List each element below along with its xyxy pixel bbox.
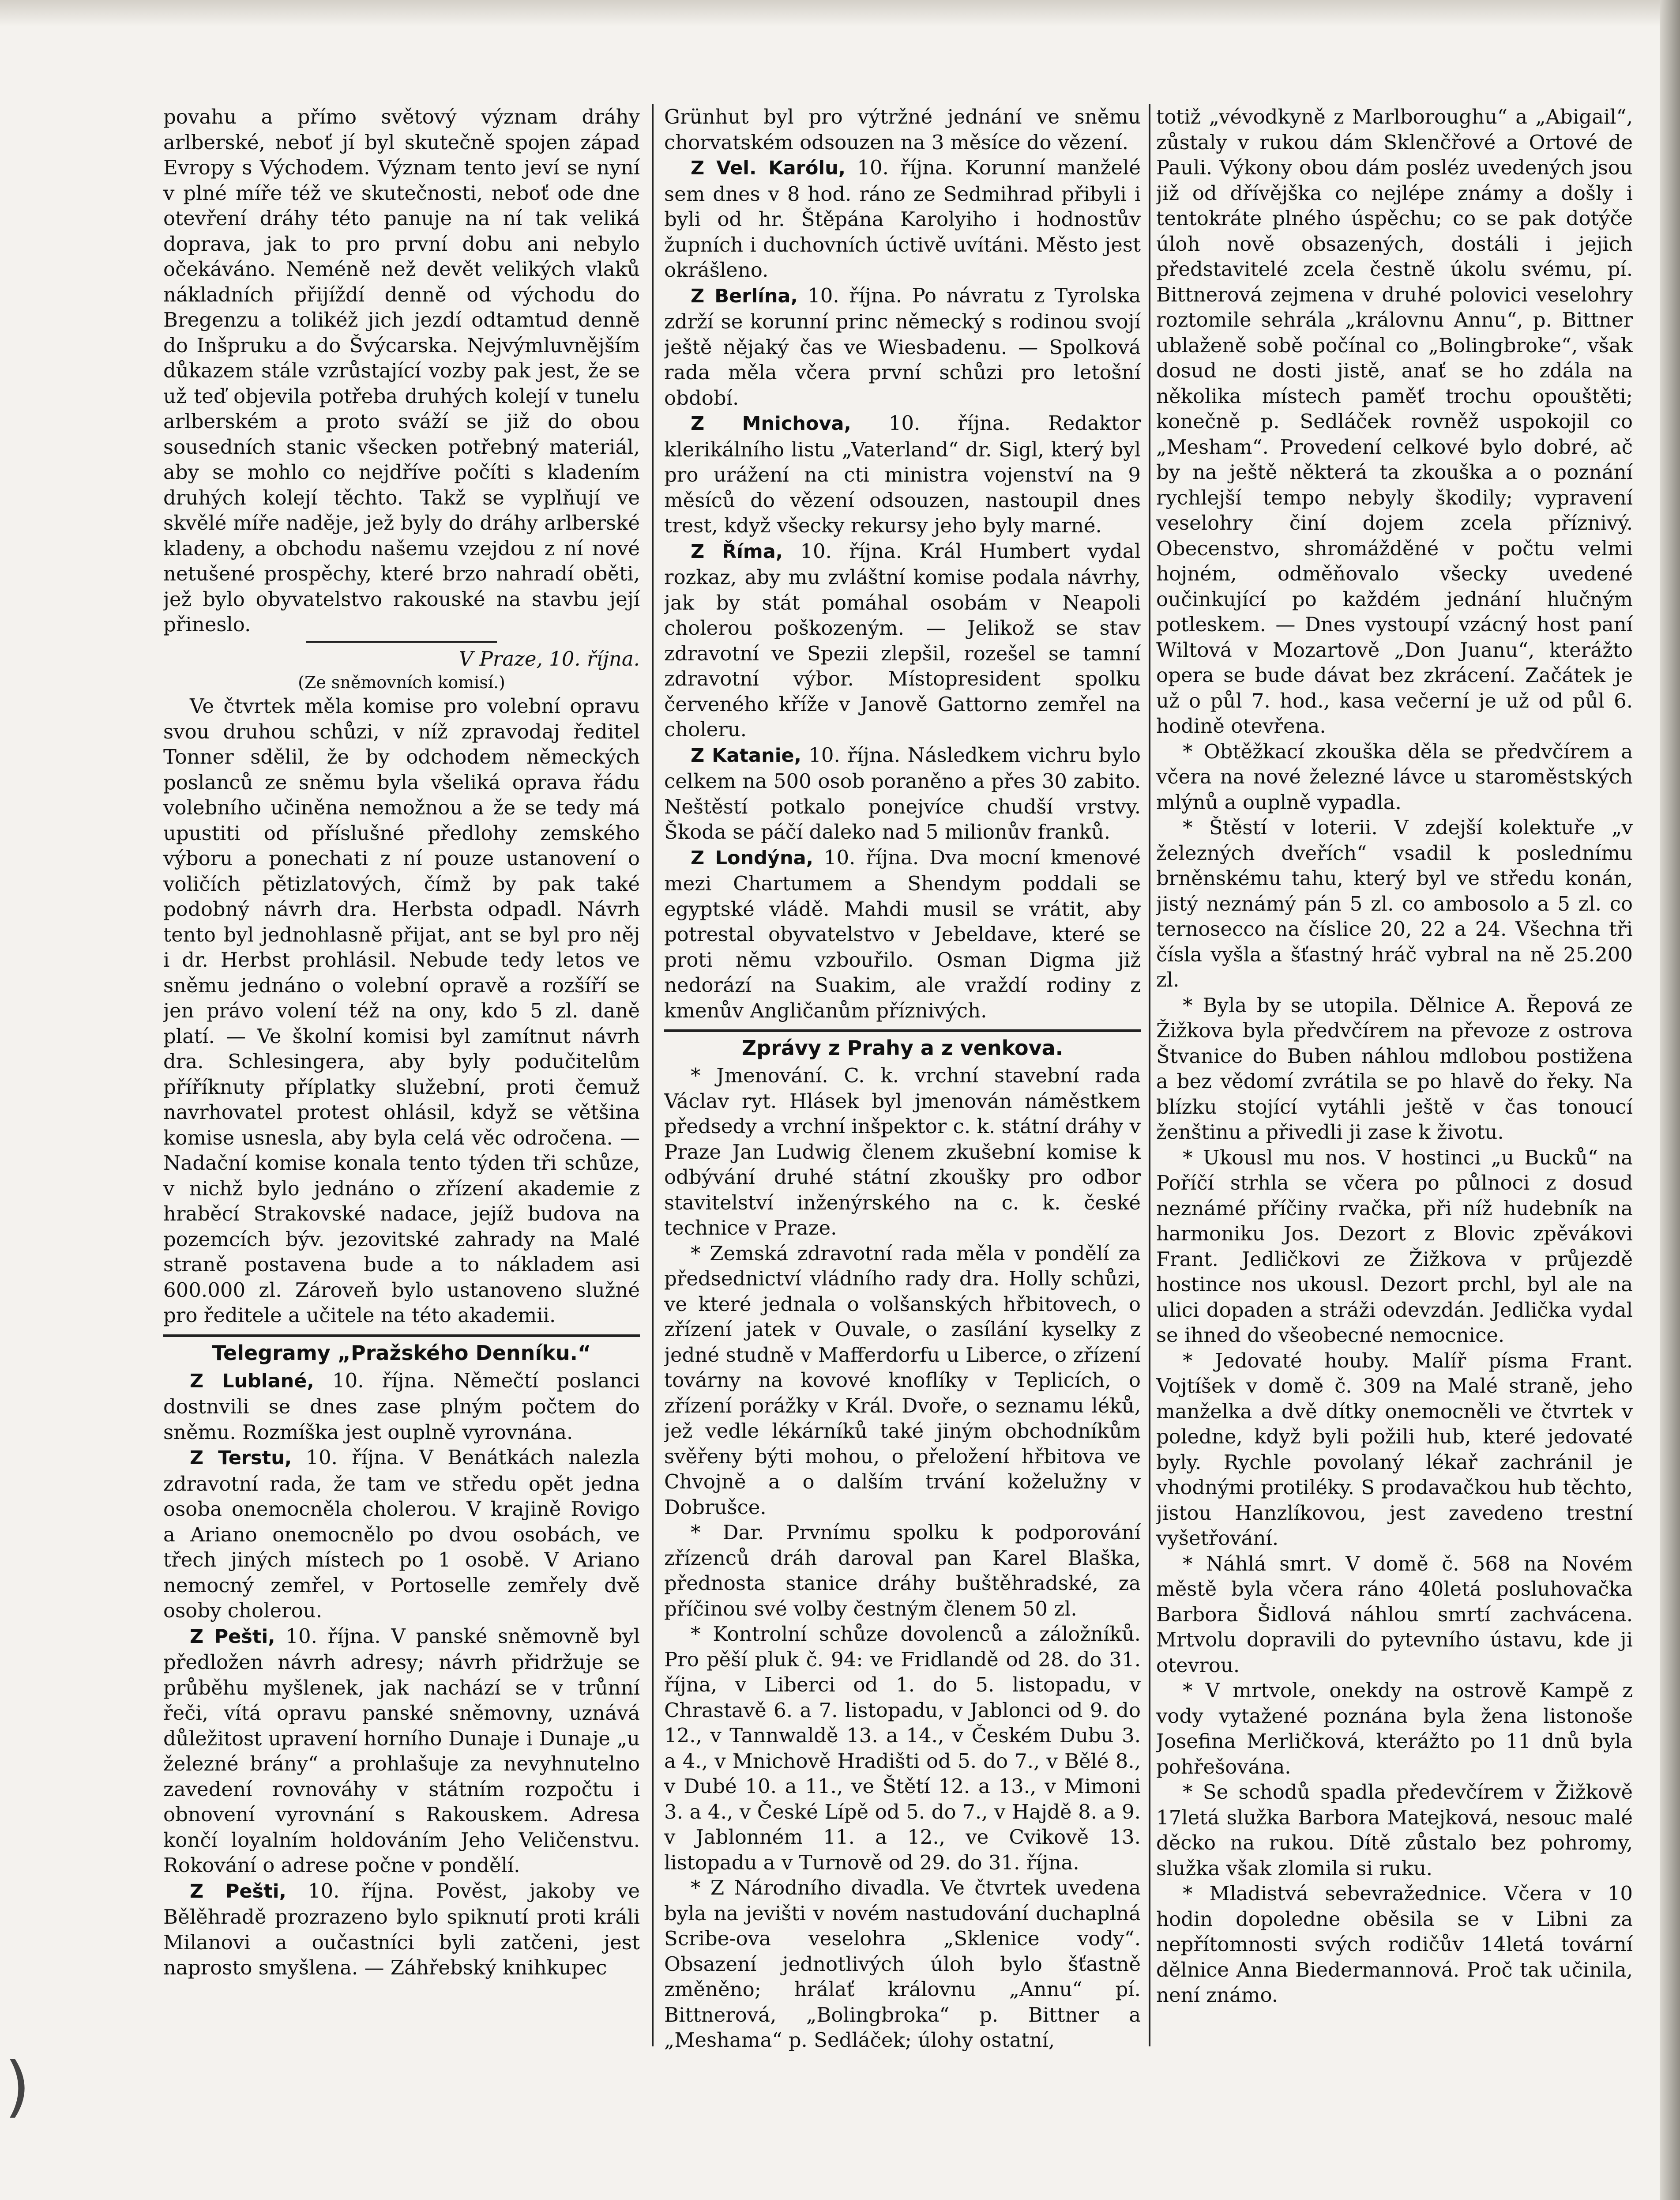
telegram-place: Z Katanie, <box>691 744 801 767</box>
news-item: * Z Národního divadla. Ve čtvrtek uvedena byla na jevišti v novém nastudování duchaplná Scribe-ova veselohra „Sklenice vody“. Obsazení jednotlivých úloh bylo šťastně změněno; hrálať královnu „Annu“ pí. Bittnerová, „Bolingbroka“ p. Bittner a „Meshama“ p. Sedláček; úlohy ostatní, <box>664 1876 1141 2052</box>
telegram-item <box>664 539 1141 742</box>
news-item: * Ukousl mu nos. V hostinci „u Bucků“ na Poříčí strhla se včera po půlnoci z dosud neznámé příčiny rvačka, při níž hudebník na harmoniku Jos. Dezort z Blovic zpěvákovi Frant. Jedličkovi ze Žižkova v průjezdě hostince nos ukousl. Dezort prchl, byl ale na ulici dopaden a stráži odevzdán. Jedlička vydal se ihned do všeobecné nemocnice. <box>1156 1145 1633 1347</box>
news-item: * Štěstí v loterii. V zdejší kolektuře „v železných dveřích“ vsadil k poslednímu brněnskému tahu, který byl ve středu konán, jistý neznámý pán 5 zl. co ambosolo a 5 zl. co ternosecco na číslice 20, 22 a 24. Všechna tři čísla vyšla a šťastný hráč vybral na ně 25.200 zl. <box>1156 816 1633 991</box>
telegram-text: 10. října. Pověst, jakoby ve Bělěhradě prozrazeno bylo spiknutí proti králi Milanovi a oučastníci byli zatčeni, jest naprosto smyšlena. — Záhřebský knihkupec <box>163 1879 640 1979</box>
scan-right-edge <box>1660 0 1680 2200</box>
column-rule <box>1149 104 1150 2046</box>
column-rule <box>652 104 654 2046</box>
telegram-text: 10. října. Dva mocní kmenové mezi Chartumem a Shendym poddali se egyptské vládě. Mahdi musil se vrátit, aby potrestal obyvatelstvo v Jebeldave, které se proti němu vzbouřilo. Osman Digma již nedorází na Suakim, ale vraždí rodiny z kmenův Angličanům příznivých. <box>664 845 1141 1022</box>
separator <box>163 1334 640 1337</box>
telegram-item <box>664 845 1141 1024</box>
telegram-item <box>163 1878 640 1981</box>
news-continuation: totiž „vévodkyně z Marlboroughu“ a „Abigail“, zůstaly v rukou dám Sklenčřové a Ortové de Pauli. Výkony obou dám posléz uvedených jsou již od dřívějška co nejlépe známy a došly i tentokráte plného úspěchu; co se pak dotýče úloh nově obsazených, dostáli i jejich představitelé zcela čestně úkolu svému, pí. Bittnerová zejmena v druhé polovici veselohry roztomile sehrála „královnu Annu“, p. Bittner ublaženě sobě počínal co „Bolingbroke“, však dosud ne dosti jistě, anať se ho zdála na několika místech paměť trochu opouštěti; konečně p. Sedláček rovněž uspokojil co „Mesham“. Provedení celkové bylo dobré, ač by na ještě některá ta zkouška a o poznání rychlejší tempo nebyly škodily; vypravení veselohry činí dojem zcela příznivý. Obecenstvo, shromážděné v počtu velmi hojném, odměňovalo všecky uvedené oučinkující po každém jednání hlučným potleskem. — Dnes vystoupí vzácný host paní Wiltová v Mozartově „Don Juanu“, kterážto opera se bude dávat bez zkrácení. Začátek je už o půl 7. hod., kasa večerní je už od půl 6. hodině otevřena. <box>1156 105 1633 738</box>
news-item: * Jmenování. C. k. vrchní stavební rada Václav ryt. Hlásek byl jmenován náměstkem předsedy a vrchní inšpektor c. k. státní dráhy v Praze Jan Ludwig členem zkušební komise k odbývání druhé státní zkoušky pro odbor stavitelství inženýrského na c. k. české technice v Praze. <box>664 1064 1141 1239</box>
telegram-item <box>664 155 1141 283</box>
separator <box>306 641 497 643</box>
article-arlberg: povahu a přímo světový význam dráhy arlberské, neboť jí byl skutečně spojen západ Evropy s Východem. Význam tento jeví se nyní v plné míře též ve skutečnosti, neboť ode dne otevření dráhy této panuje na ní tak veliká doprava, jak to pro první dobu ani nebylo očekáváno. Neméně než devět velikých vlaků nákladních přijíždí denně od východu do Bregenzu a tolikéž jich jezdí odtamtud denně do Inšpruku a do Švýcarska. Nejvýmluvnějším důkazem stále vzrůstající vozby pak jest, že se už teď objevila potřeba druhých kolejí v tunelu arlberském a proto sváží se již do obou sousedních stanic všecken potřebný materiál, aby se mohlo co nejdříve počíti s kladením druhých kolejí těchto. Takž se vyplňují ve skvělé míře naděje, jež byly do dráhy arlberské kladeny, a obchodu našemu vzejdou z ní nové netušené prospěchy, které brzo nahradí oběti, jež bylo obyvatelstvo rakouské na stavbu její přineslo. <box>163 105 640 636</box>
scan-top-shadow <box>0 0 1680 26</box>
section-title: Zprávy z Prahy a z venkova. <box>741 1036 1064 1060</box>
dateline: V Praze, 10. října. <box>459 647 640 671</box>
page-fold-mark-icon: ) <box>4 2048 30 2125</box>
telegram-text: 10. října. Po návratu z Tyrolska zdrží se korunní princ německý s rodinou svojí ještě nějaký čas ve Wiesbadenu. — Spolková rada měla včera první schůzi pro letošní období. <box>664 283 1141 410</box>
telegram-text: 10. října. Následkem vichru bylo celkem na 500 osob poraněno a přes 30 zabito. Neštěstí potkalo ponejvíce chudší vrstvy. Škoda se páčí daleko nad 5 milionův franků. <box>664 743 1141 844</box>
telegram-text: 10. října. Němečtí poslanci dostnvili se dnes zase plným počtem do sněmu. Rozmíška jest ouplně vyrovnána. <box>163 1368 640 1444</box>
telegram-item <box>163 1445 640 1624</box>
telegram-continuation: Grünhut byl pro výtržné jednání ve sněmu chorvatském odsouzen na 3 měsíce do vězení. <box>664 105 1141 154</box>
news-item: * V mrtvole, onekdy na ostrově Kampě z vody vytažené poznána byla žena listonoše Josefina Merličková, kterážto po 11 dnů byla pohřešována. <box>1156 1679 1633 1778</box>
separator <box>664 1029 1141 1032</box>
telegram-text: 10. října. Korunní manželé sem dnes v 8 hod. ráno ze Sedmihrad přibyli i byli od hr. Štěpána Karolyiho i hodnostův župních i duchovních úctivě uvítáni. Město jest okrášleno. <box>664 156 1141 282</box>
telegram-text: 10. října. Král Humbert vydal rozkaz, aby mu zvláštní komise podala návrhy, jak by stát pomáhal osobám v Neapoli cholerou poškozeným. — Jelikož se stav zdravotní ve Spezii zlepšil, rozešel se tamní zdravotní výbor. Místopresident spolku červeného kříže v Janově Gattorno zemřel na choleru. <box>664 539 1141 741</box>
news-item: * Obtěžkací zkouška děla se předvčírem a včera na nové železné lávce u staroměstských mlýnů a ouplně vypadla. <box>1156 739 1633 814</box>
telegram-place: Z Vel. Karólu, <box>691 157 846 179</box>
news-item: * Jedovaté houby. Malíř písma Frant. Vojtíšek v domě č. 309 na Malé straně, jeho manželka a dvě dítky onemocněli ve čtvrtek v poledne, když byli požili hub, které jedovaté byly. Rychle povolaný lékař zachránil je vhodnými protiléky. S prodavačkou hub těchto, jistou Hanzlíkovou, jest zavedeno trestní vyšetřování. <box>1156 1349 1633 1550</box>
news-item: * Kontrolní schůze dovolenců a záložníků. Pro pěší pluk č. 94: ve Fridlandě od 28. do 31. října, v Liberci od 1. do 5. listopadu, v Chrastavě 6. a 7. listopadu, v Jablonci od 9. do 12., v Tannwaldě 13. a 14., v Českém Dubu 3. a 4., v Mnichově Hradišti od 5. do 7., v Bělé 8., v Dubé 10. a 11., ve Štětí 12. a 13., v Mimoni 3. a 4., v České Lípě od 5. do 7., v Hajdě 8. a 9. v Jablonném 11. a 12., ve Cvikově 13. listopadu a v Turnově od 29. do 31. října. <box>664 1622 1141 1874</box>
telegram-text: 10. října. V Benátkách nalezla zdravotní rada, že tam ve středu opět jedna osoba onemocněla cholerou. V krajině Rovigo a Ariano onemocnělo po dvou osobách, ve třech jiných místech po 1 osobě. V Ariano nemocný zemřel, v Portoselle zemřely dvě osoby cholerou. <box>163 1446 640 1622</box>
telegram-place: Z Říma, <box>691 540 783 563</box>
text-columns <box>163 104 1635 2091</box>
telegram-place: Z Terstu, <box>190 1447 292 1469</box>
telegram-item <box>664 742 1141 845</box>
news-item: * Mladistvá sebevražednice. Včera v 10 hodin dopoledne oběsila se v Libni za nepřítomnosti svých rodičův 14letá tovární dělnice Anna Biedermannová. Proč tak učinila, není známo. <box>1156 1882 1633 2007</box>
telegram-item <box>163 1624 640 1878</box>
telegram-place: Z Pešti, <box>190 1625 275 1648</box>
telegram-item <box>664 283 1141 411</box>
telegram-place: Z Londýna, <box>691 847 813 869</box>
news-item: * Byla by se utopila. Dělnice A. Řepová ze Žižkova byla předvčírem na převoze z ostrova Štvanice do Buben náhlou mdlobou postižena a bez vědomí zvrátila se po hlavě do řeky. Na blízku stojící vytáhli ještě v čas tonoucí ženštinu a přivedli ji zase k životu. <box>1156 993 1633 1144</box>
telegram-place: Z Lublané, <box>190 1370 314 1392</box>
telegram-item <box>163 1368 640 1445</box>
subheading: (Ze sněmovních komisí.) <box>298 673 505 692</box>
news-item: * Náhlá smrt. V domě č. 568 na Novém městě byla včera ráno 40letá posluhovačka Barbora Šidlová náhlou smrtí zachvácena. Mrtvolu dopravili do pytevního ústavu, kde ji otevrou. <box>1156 1552 1633 1677</box>
telegram-text: 10. října. V panské sněmovně byl předložen návrh adresy; návrh přidržuje se průběhu myšlenek, jak nachází se v trůnní řeči, vítá opravu panské sněmovny, uznává důležitost upravení horního Dunaje i Dunaje „u železné brány“ a prohlašuje za nevyhnutelno zavedení rovnováhy v státním rozpočtu i obnovení vyrovnání s Rakouskem. Adresa končí loyalním holdováním Jeho Veličenstvu. Rokování o adrese počne v pondělí. <box>163 1624 640 1877</box>
telegram-item <box>664 411 1141 539</box>
news-item: * Zemská zdravotní rada měla v pondělí za předsednictví vládního rady dra. Holly schůzi, ve které jednala o volšanských hřbitovech, o zřízení jatek v Ouvale, o zasílání kyselky z jedné studně v Mafferdorfu u Liberce, o zřízení továrny na kovové knoflíky v Teplicích, o zřízení porážky v Král. Dvoře, o seznamu léků, jež vedle lékárníků také jiným obchodníkům svěřeny býti mohou, o přeložení hřbitova ve Chvojně a o dalším trvání koželužny v Dobrušce. <box>664 1241 1141 1519</box>
telegram-text: 10. října. Redaktor klerikálního listu „Vaterland“ dr. Sigl, který byl pro urážení na cti ministra vojenství na 9 měsíců do vězení odsouzen, nastoupil dnes trest, když všecky rekursy jeho byly marné. <box>664 411 1141 537</box>
telegram-place: Z Pešti, <box>190 1880 286 1902</box>
column-2 <box>664 104 1141 2091</box>
section-title: Telegramy „Pražského Denníku.“ <box>212 1341 591 1365</box>
telegram-place: Z Berlína, <box>691 285 798 307</box>
column-3 <box>1156 104 1633 2091</box>
telegram-place: Z Mnichova, <box>691 413 851 435</box>
column-1 <box>163 104 640 2091</box>
article-komise: Ve čtvrtek měla komise pro volební opravu svou druhou schůzi, v níž zpravodaj ředitel Tonner sdělil, že by odchodem německých poslanců ze sněmu byla všeliká oprava řádu volebního učiněna nemožnou a že se tedy má upustiti od příslušné předlohy zemského výboru a ponechati z ní pouze ustanovení o voličích pětizlatových, čímž by pak také podobný návrh dra. Herbsta odpadl. Návrh tento byl jednohlasně přijat, ant se byl pro něj i dr. Herbst prohlásil. Nebude tedy letos ve sněmu jednáno o volební opravě a rozšíří se jen právo volení též na ony, kdo 5 zl. daně platí. — Ve školní komisi byl zamítnut návrh dra. Schlesingera, aby byly podučitelům příříknuty příplatky služební, proti čemuž navrhovatel protest ohlásil, když se většina komise usnesla, aby byla celá věc odročena. — Nadační komise konala tento týden tři schůze, v nichž bylo jednáno o zřízení akademie z hraběcí Strakovské nadace, jejíž budova na pozemcích býv. jezovitské zahrady na Malé straně postavena bude a to nákladem asi 600.000 zl. Zároveň bylo ustanoveno služné pro ředitele a učitele na této akademii. <box>163 694 640 1327</box>
news-item: * Dar. Prvnímu spolku k podporování zřízenců dráh daroval pan Karel Blaška, přednosta stanice dráhy buštěhradské, za příčinou své volby čestným členem 50 zl. <box>664 1521 1141 1620</box>
news-item: * Se schodů spadla předevčírem v Žižkově 17letá služka Barbora Matejková, nesouc malé děcko na rukou. Dítě zůstalo bez pohromy, služka však zlomila si ruku. <box>1156 1780 1633 1880</box>
